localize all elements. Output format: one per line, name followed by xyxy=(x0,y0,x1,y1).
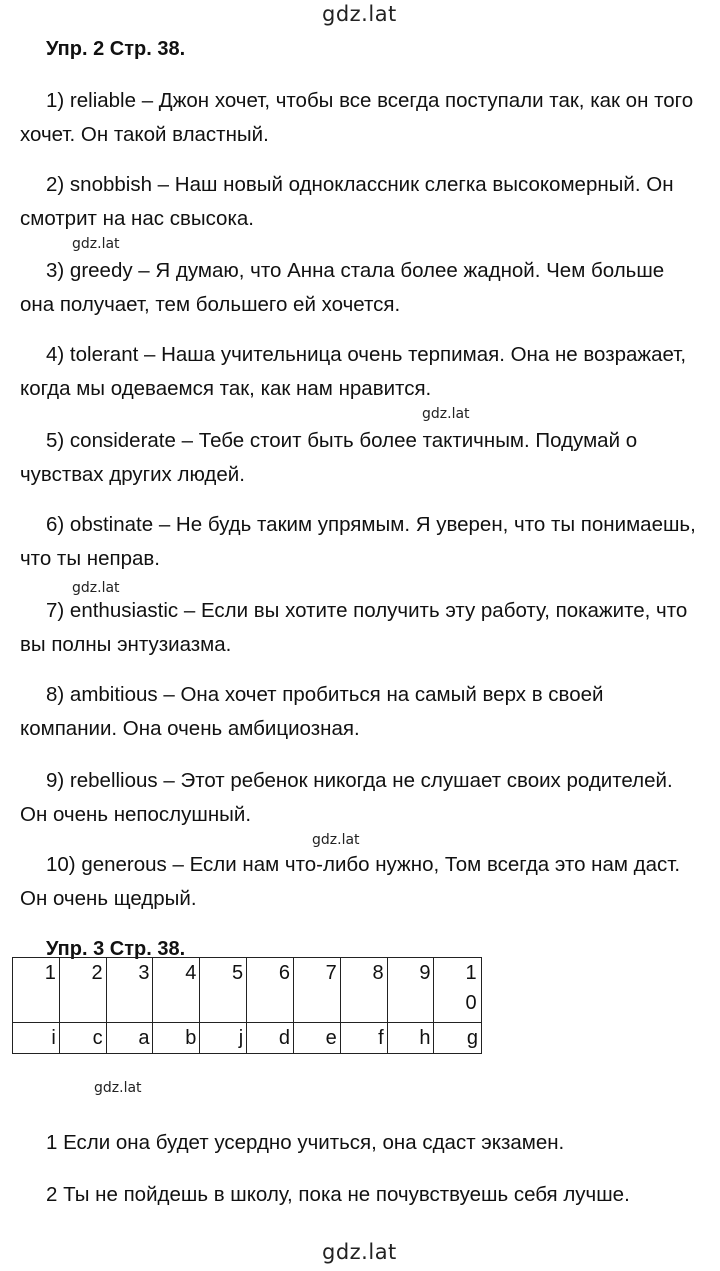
table-cell-number: 2 xyxy=(59,958,106,1023)
answer-table-number-row xyxy=(13,958,482,1023)
table-cell-number-wrapped: 10 xyxy=(465,962,477,1014)
table-cell-letter: d xyxy=(247,1023,294,1054)
answer-table-letter-row xyxy=(13,1023,482,1054)
ex2-item-7: 7) enthusiastic – Если вы хотите получить эту работу, покажите, что вы полны энтузиазма. xyxy=(20,599,688,656)
table-cell-number: 9 xyxy=(387,958,434,1023)
ex2-item-1: 1) reliable – Джон хочет, чтобы все всегда поступали так, как он того хочет. Он такой властный. xyxy=(20,89,694,146)
ex2-item-9: 9) rebellious – Этот ребенок никогда не слушает своих родителей. Он очень непослушный. xyxy=(20,769,673,826)
watermark-2: gdz.lat xyxy=(422,406,470,422)
ex2-item-6: 6) obstinate – Не будь таким упрямым. Я уверен, что ты понимаешь, что ты неправ. xyxy=(20,513,696,570)
table-cell-letter: b xyxy=(153,1023,200,1054)
ex2-item-4: 4) tolerant – Наша учительница очень терпимая. Она не возражает, когда мы одеваемся так, как нам нравится. xyxy=(20,343,687,400)
watermark-4: gdz.lat xyxy=(312,832,360,848)
table-cell-number: 5 xyxy=(200,958,247,1023)
table-cell-letter: f xyxy=(340,1023,387,1054)
table-cell-number: 7 xyxy=(293,958,340,1023)
table-cell-number: 4 xyxy=(153,958,200,1023)
watermark-top: gdz.lat xyxy=(322,2,397,26)
exercise-2-heading: Упр. 2 Стр. 38. xyxy=(46,38,186,60)
ex2-item-5: 5) considerate – Тебе стоит быть более тактичным. Подумай о чувствах других людей. xyxy=(20,429,638,486)
ex3-sentence-1: 1 Если она будет усердно учиться, она сдаст экзамен. xyxy=(46,1131,565,1154)
ex2-item-10: 10) generous – Если нам что-либо нужно, Том всегда это нам даст. Он очень щедрый. xyxy=(20,853,681,910)
table-cell-number: 1 xyxy=(13,958,60,1023)
ex2-item-2: 2) snobbish – Наш новый одноклассник слегка высокомерный. Он смотрит на нас свысока. xyxy=(20,173,674,230)
answer-table xyxy=(12,957,482,1054)
watermark-5: gdz.lat xyxy=(94,1080,142,1096)
table-cell-letter: a xyxy=(106,1023,153,1054)
table-cell-letter: i xyxy=(13,1023,60,1054)
exercise-3-heading: Упр. 3 Стр. 38. xyxy=(46,938,186,960)
table-cell-letter: c xyxy=(59,1023,106,1054)
table-cell-number: 3 xyxy=(106,958,153,1023)
ex3-sentence-2: 2 Ты не пойдешь в школу, пока не почувствуешь себя лучше. xyxy=(46,1183,630,1206)
watermark-bottom: gdz.lat xyxy=(322,1240,397,1264)
table-cell-letter: e xyxy=(293,1023,340,1054)
table-cell-letter: h xyxy=(387,1023,434,1054)
watermark-3: gdz.lat xyxy=(72,580,120,596)
table-cell-number xyxy=(434,958,482,1023)
ex2-item-3: 3) greedy – Я думаю, что Анна стала более жадной. Чем больше она получает, тем большего ей хочется. xyxy=(20,259,665,316)
table-cell-letter: g xyxy=(434,1023,482,1054)
table-cell-letter: j xyxy=(200,1023,247,1054)
table-cell-number: 8 xyxy=(340,958,387,1023)
table-cell-number: 6 xyxy=(247,958,294,1023)
watermark-1: gdz.lat xyxy=(72,236,120,252)
ex2-item-8: 8) ambitious – Она хочет пробиться на самый верх в своей компании. Она очень амбициозная. xyxy=(20,683,604,740)
